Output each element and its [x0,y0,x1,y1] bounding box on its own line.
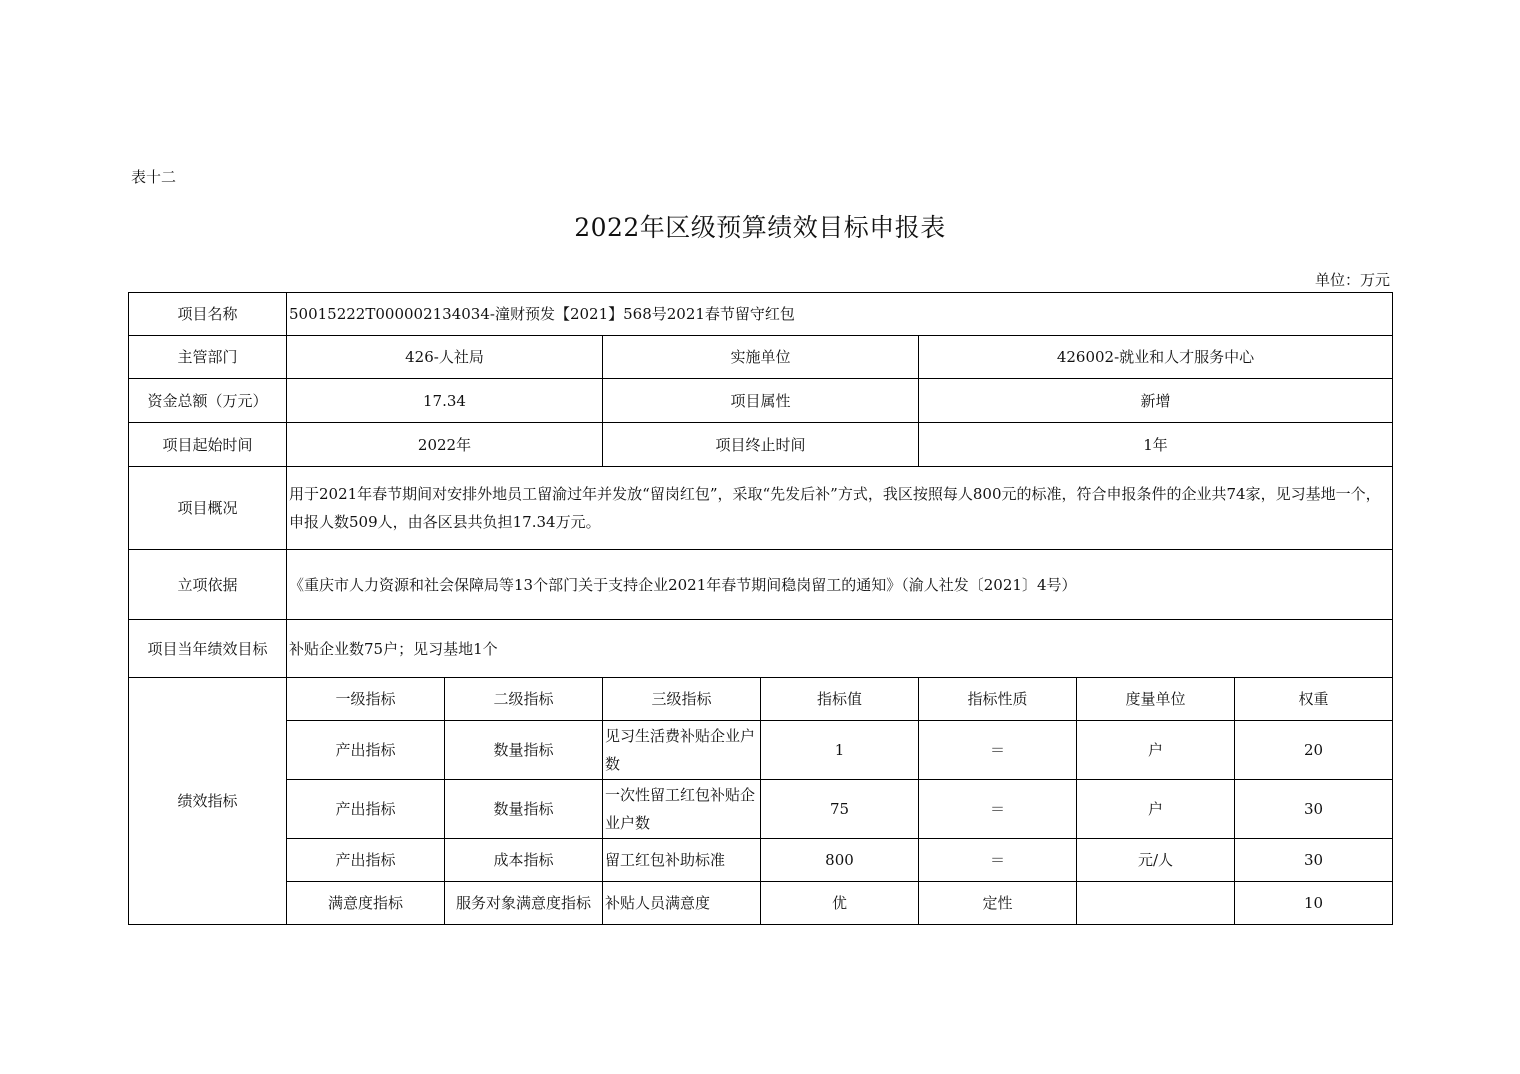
project-name-label: 项目名称 [129,293,287,336]
budget-form-table [128,292,1393,925]
page-title: 2022年区级预算绩效目标申报表 [574,213,946,242]
indicator-header-cell: 指标性质 [919,678,1077,721]
goal-value: 补贴企业数75户；见习基地1个 [287,620,1393,678]
indicator-cell: 产出指标 [287,839,445,882]
indicator-header-cell: 度量单位 [1077,678,1235,721]
indicator-cell: 数量指标 [445,721,603,780]
indicator-cell: ＝ [919,780,1077,839]
indicator-row [129,882,1393,925]
indicator-header-cell: 三级指标 [603,678,761,721]
basis-label: 立项依据 [129,550,287,620]
impl-unit-value: 426002-就业和人才服务中心 [919,336,1393,379]
indicator-cell: 数量指标 [445,780,603,839]
row-overview [129,467,1393,550]
indicator-cell: 补贴人员满意度 [603,882,761,925]
row-fund [129,379,1393,423]
table-number: 表十二 [131,168,177,186]
indicator-header-cell: 权重 [1235,678,1393,721]
indicator-cell: 优 [761,882,919,925]
indicator-cell: 产出指标 [287,780,445,839]
indicator-cell: 1 [761,721,919,780]
end-label: 项目终止时间 [603,423,919,467]
dept-label: 主管部门 [129,336,287,379]
project-name-value: 50015222T000002134034-潼财预发【2021】568号2021春节留守红包 [287,293,1393,336]
overview-value: 用于2021年春节期间对安排外地员工留渝过年并发放“留岗红包”，采取“先发后补”方式，我区按照每人800元的标准，符合申报条件的企业共74家，见习基地一个，申报人数509人，由各区县共负担17.34万元。 [287,467,1393,550]
indicator-cell: 定性 [919,882,1077,925]
indicator-cell: 20 [1235,721,1393,780]
indicator-cell: 见习生活费补贴企业户数 [603,721,761,780]
indicator-cell: 30 [1235,839,1393,882]
fund-label: 资金总额（万元） [129,379,287,423]
start-label: 项目起始时间 [129,423,287,467]
indicator-cell: 满意度指标 [287,882,445,925]
indicator-cell: 元/人 [1077,839,1235,882]
indicator-cell: 服务对象满意度指标 [445,882,603,925]
indicator-header-cell: 二级指标 [445,678,603,721]
indicator-row [129,839,1393,882]
row-project-name [129,293,1393,336]
indicator-cell: 成本指标 [445,839,603,882]
attr-value: 新增 [919,379,1393,423]
indicator-cell: ＝ [919,839,1077,882]
indicator-cell [1077,882,1235,925]
basis-value: 《重庆市人力资源和社会保障局等13个部门关于支持企业2021年春节期间稳岗留工的通知》（渝人社发〔2021〕4号） [287,550,1393,620]
fund-value: 17.34 [287,379,603,423]
indicators-label: 绩效指标 [129,678,287,925]
unit-label: 单位：万元 [1314,271,1390,289]
indicator-header-cell: 指标值 [761,678,919,721]
indicator-cell: 留工红包补助标准 [603,839,761,882]
indicator-cell: 一次性留工红包补贴企业户数 [603,780,761,839]
indicator-cell: 10 [1235,882,1393,925]
row-basis [129,550,1393,620]
goal-label: 项目当年绩效目标 [129,620,287,678]
indicator-cell: 户 [1077,780,1235,839]
overview-label: 项目概况 [129,467,287,550]
indicator-cell: 产出指标 [287,721,445,780]
impl-unit-label: 实施单位 [603,336,919,379]
row-goal [129,620,1393,678]
row-department [129,336,1393,379]
indicator-header-cell: 一级指标 [287,678,445,721]
start-value: 2022年 [287,423,603,467]
indicator-cell: 75 [761,780,919,839]
row-time [129,423,1393,467]
indicator-header-row [129,678,1393,721]
indicator-cell: 800 [761,839,919,882]
end-value: 1年 [919,423,1393,467]
attr-label: 项目属性 [603,379,919,423]
indicator-row [129,780,1393,839]
dept-value: 426-人社局 [287,336,603,379]
indicator-cell: 户 [1077,721,1235,780]
indicator-row [129,721,1393,780]
indicator-cell: ＝ [919,721,1077,780]
indicator-cell: 30 [1235,780,1393,839]
